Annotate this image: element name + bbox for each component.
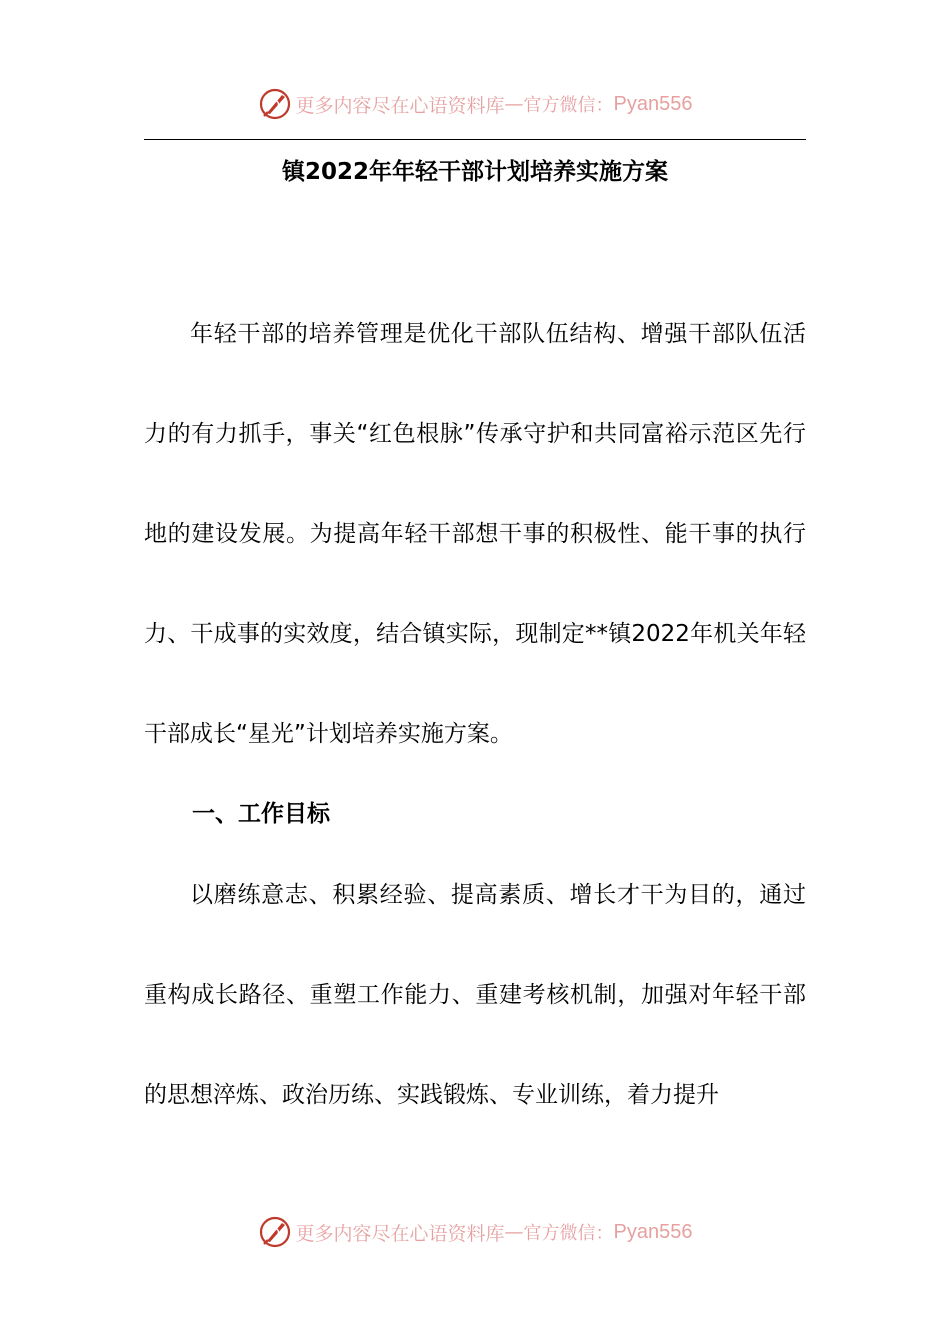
section-1-heading: 一、工作目标 [192, 801, 330, 827]
document-title: 镇2022年年轻干部计划培养实施方案 [281, 159, 668, 185]
header-banner-wechat-label: 官方微信： [523, 95, 614, 116]
footer-banner-main-text: 更多内容尽在心语资料库 [295, 1222, 505, 1245]
section-1-paragraph: 以磨练意志、积累经验、提高素质、增长才干为目的，通过重构成长路径、重塑工作能力、重建考核机制，加强对年轻干部的思想淬炼、政治历练、实践锻炼、专业训练，着力提升 [144, 882, 806, 1108]
header-banner-separator: — [504, 93, 524, 115]
footer-banner-inner [258, 1215, 693, 1249]
header-banner-inner [258, 87, 693, 121]
section-1-body [144, 845, 806, 1145]
intro-section [144, 284, 806, 784]
header-banner-wechat-id: Pyan556 [613, 92, 693, 115]
footer-banner-wechat-id: Pyan556 [613, 1220, 693, 1243]
footer-watermark-banner [0, 1212, 950, 1252]
quill-pen-logo-icon [258, 87, 292, 121]
header-banner-main-text: 更多内容尽在心语资料库 [295, 94, 505, 117]
header-divider-line [144, 139, 806, 140]
header-watermark-banner [0, 84, 950, 124]
footer-banner-wechat-label: 官方微信： [523, 1223, 614, 1244]
footer-banner-separator: — [504, 1221, 524, 1243]
intro-paragraph: 年轻干部的培养管理是优化干部队伍结构、增强干部队伍活力的有力抓手，事关“红色根脉”传承守护和共同富裕示范区先行地的建设发展。为提高年轻干部想干事的积极性、能干事的执行力、干成事的实效度，结合镇实际，现制定**镇2022年机关年轻干部成长“星光”计划培养实施方案。 [144, 321, 806, 747]
quill-pen-logo-icon [258, 1215, 292, 1249]
